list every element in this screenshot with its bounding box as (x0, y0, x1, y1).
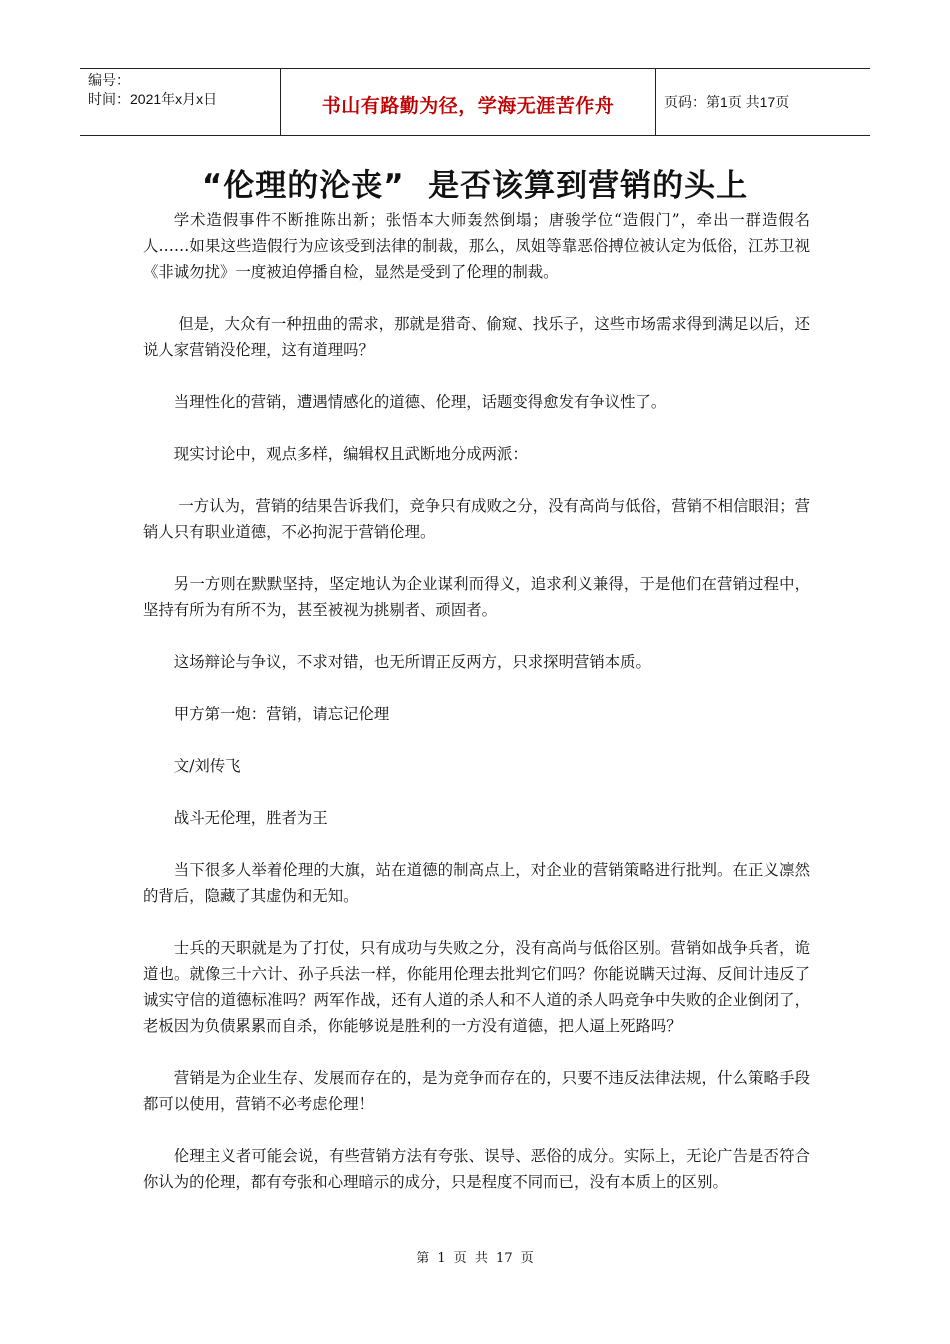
serial-number-label: 编号： (88, 72, 130, 88)
header-page-cell (656, 69, 870, 135)
page-footer: 第 1 页 共 17 页 (416, 1251, 534, 1266)
paragraph: 当下很多人举着伦理的大旗，站在道德的制高点上，对企业的营销策略进行批判。在正义凛然的背后，隐藏了其虚伪和无知。 (143, 861, 810, 905)
paragraph: 当理性化的营销，遭遇情感化的道德、伦理，话题变得愈发有争议性了。 (173, 393, 667, 411)
article-body (143, 207, 810, 1221)
document-header (80, 68, 870, 136)
author-line: 文/刘传飞 (173, 757, 241, 775)
date-label: 时间：2021年x月x日 (88, 91, 218, 107)
paragraph: 这场辩论与争议，不求对错，也无所谓正反两方，只求探明营销本质。 (173, 653, 651, 671)
article-title: “伦理的沦丧” 是否该算到营销的头上 (201, 168, 749, 204)
header-motto-cell (281, 69, 656, 135)
paragraph: 士兵的天职就是为了打仗，只有成功与失败之分，没有高尚与低俗区别。营销如战争兵者，诡道也。就像三十六计、孙子兵法一样，你能用伦理去批判它们吗？你能说瞒天过海、反间计违反了诚实守信的道德标准吗？两军作战，还有人道的杀人和不人道的杀人吗竞争中失败的企业倒闭了，老板因为负债累累而自杀，你能够说是胜利的一方没有道德，把人逼上死路吗？ (143, 939, 810, 1035)
paragraph: 但是，大众有一种扭曲的需求，那就是猎奇、偷窥、找乐子，这些市场需求得到满足以后，还说人家营销没伦理，这有道理吗？ (143, 315, 810, 359)
paragraph: 伦理主义者可能会说，有些营销方法有夸张、误导、恶俗的成分。实际上，无论广告是否符合你认为的伦理，都有夸张和心理暗示的成分，只是程度不同而已，没有本质上的区别。 (143, 1147, 810, 1191)
motto-text: 书山有路勤为径，学海无涯苦作舟 (321, 94, 615, 117)
paragraph: 现实讨论中，观点多样，编辑权且武断地分成两派： (173, 445, 528, 463)
paragraph: 营销是为企业生存、发展而存在的，是为竞争而存在的，只要不违反法律法规，什么策略手段都可以使用，营销不必考虑伦理！ (143, 1069, 810, 1113)
subheading: 战斗无伦理，胜者为王 (173, 809, 328, 827)
paragraph: 学术造假事件不断推陈出新；张悟本大师轰然倒塌；唐骏学位“造假门”，牵出一群造假名人……如果这些造假行为应该受到法律的制裁，那么，凤姐等靠恶俗搏位被认定为低俗，江苏卫视《非诚勿扰》一度被迫停播自检，显然是受到了伦理的制裁。 (143, 211, 810, 281)
page-indicator: 页码：第1页 共17页 (664, 94, 790, 110)
paragraph: 一方认为，营销的结果告诉我们，竞争只有成败之分，没有高尚与低俗，营销不相信眼泪；营销人只有职业道德，不必拘泥于营销伦理。 (143, 497, 810, 541)
header-meta-cell (80, 69, 281, 135)
paragraph: 另一方则在默默坚持，坚定地认为企业谋利而得义，追求利义兼得，于是他们在营销过程中，坚持有所为有所不为，甚至被视为挑剔者、顽固者。 (143, 575, 810, 619)
section-heading: 甲方第一炮：营销，请忘记伦理 (173, 705, 390, 723)
